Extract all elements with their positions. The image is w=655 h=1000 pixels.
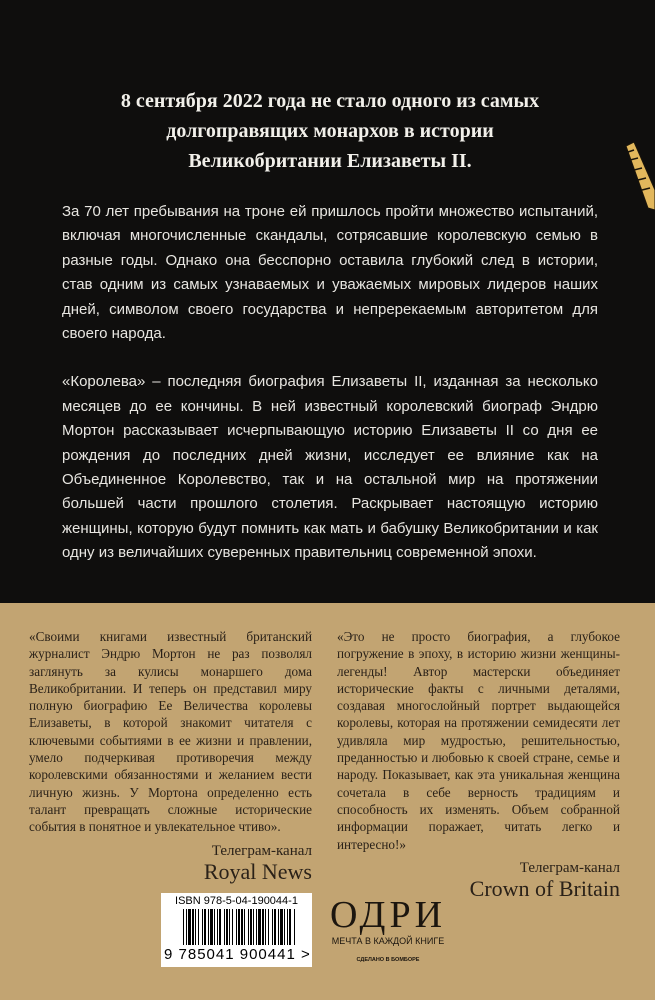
headline-line: долгоправящих монархов в истории bbox=[166, 120, 494, 142]
barcode-bar bbox=[204, 909, 206, 945]
barcode-bar bbox=[248, 909, 249, 945]
source-name: Royal News bbox=[203, 858, 312, 884]
barcode-bar bbox=[253, 909, 254, 945]
headline bbox=[60, 86, 600, 176]
barcode-bar bbox=[219, 909, 221, 945]
barcode-bar bbox=[195, 909, 196, 945]
barcode-bar bbox=[226, 909, 228, 945]
barcode-bar bbox=[208, 909, 209, 945]
barcode-bars bbox=[183, 909, 295, 945]
barcode-bar bbox=[278, 909, 279, 945]
headline-line: 8 сентября 2022 года не стало одного из самых bbox=[120, 90, 540, 112]
review bbox=[337, 628, 620, 901]
barcode-bar bbox=[268, 909, 269, 945]
barcode-bar bbox=[224, 909, 225, 945]
barcode-bar bbox=[274, 909, 276, 945]
barcode-bar bbox=[236, 909, 237, 945]
barcode-bar bbox=[183, 909, 184, 945]
barcode-bar bbox=[214, 909, 215, 945]
barcode-bar bbox=[192, 909, 194, 945]
barcode-bar bbox=[272, 909, 273, 945]
source-name: Crown of Britain bbox=[469, 875, 620, 901]
description-paragraph: За 70 лет пребывания на троне ей пришлось пройти множество испытаний, включая многочисленные скандалы, сотрясавшие королевскую семью в разные годы. Однако она бесспорно оставила глубокий след в истории, став одним из самых узнаваемых и уважаемых мировых лидеров наших дней, символом своего государства и непререкаемым авторитетом для своего народа. bbox=[62, 203, 598, 343]
barcode-number: 9 785041 900441 > bbox=[164, 946, 311, 963]
barcode-bar bbox=[198, 909, 199, 945]
barcode-bar bbox=[280, 909, 283, 945]
barcode-bar bbox=[250, 909, 252, 945]
barcode-bar bbox=[217, 909, 218, 945]
review bbox=[29, 628, 312, 884]
barcode-bar bbox=[284, 909, 285, 945]
barcode-bar bbox=[289, 909, 291, 945]
barcode-bar bbox=[202, 909, 203, 945]
barcode-bar bbox=[294, 909, 295, 945]
publisher-tagline: МЕЧТА В КАЖДОЙ КНИГЕ bbox=[331, 936, 445, 946]
barcode-bar bbox=[210, 909, 213, 945]
publisher-logo bbox=[328, 895, 448, 964]
review-quote: «Своими книгами известный британский журналист Эндрю Мортон не раз позволял заглянуть за кулисы монаршего дома Великобритании. И теперь он представил миру полную биографию Ее Величества королевы Елизаветы, в которой знакомит читателя с ключевыми событиями в ее жизни и правлении, умело подчеркивая противоречия между королевскими обязанностями и желанием вести личную жизнь. У Мортона определенно есть талант превращать сложные исторические события в понятное и увлекательное чтиво». bbox=[29, 629, 312, 835]
headline-line: Великобритании Елизаветы II. bbox=[188, 150, 472, 172]
source-label: Телеграм-канал bbox=[519, 859, 620, 876]
barcode-bar bbox=[244, 909, 245, 945]
barcode-bar bbox=[232, 909, 233, 945]
publisher-made-by: СДЕЛАНО В БОМБОРЕ bbox=[356, 957, 420, 963]
barcode-bar bbox=[265, 909, 266, 945]
barcode-bar bbox=[238, 909, 240, 945]
isbn-text: ISBN 978-5-04-190044-1 bbox=[175, 895, 298, 907]
barcode-bar bbox=[258, 909, 261, 945]
barcode-bar bbox=[287, 909, 288, 945]
description-paragraph: «Королева» – последняя биография Елизаветы II, изданная за несколько месяцев до ее кончины. В ней известный королевский биограф Эндрю Мортон рассказывает исчерпывающую историю Елизаветы II со дня ее рождения до последних дней жизни, исследует ее влияние как на Объединенное Королевство, так и на остальной мир на протяжении большей части прошлого столетия. Раскрывает настоящую историю женщины, которую будут помнить как мать и бабушку Великобритании и как одну из величайших суверенных правительниц современной эпохи. bbox=[62, 373, 598, 562]
source-label: Телеграм-канал bbox=[211, 842, 312, 859]
barcode-bar bbox=[262, 909, 264, 945]
barcode-bar bbox=[256, 909, 257, 945]
brooch-icon bbox=[620, 140, 655, 210]
review-source bbox=[29, 842, 312, 884]
description bbox=[62, 200, 598, 566]
review-quote: «Это не просто биография, а глубокое погружение в эпоху, в историю жизни женщины-легенды! Автор мастерски объединяет исторические факты с личными деталями, создавая многослойный портрет выдающейся королевы, которая на протяжении семидесяти лет удивляла мир мудростью, решительностью, преданностью и любовью к своей стране, семье и народу. Показывает, как эта уникальная женщина сочетала в себе верность традициям и способность их изменять. Объем собранной информации поражает, читать легко и интересно!» bbox=[337, 629, 620, 852]
barcode-bar bbox=[188, 909, 191, 945]
barcode-bar bbox=[186, 909, 187, 945]
barcode-bar bbox=[241, 909, 243, 945]
publisher-name: ОДРИ bbox=[329, 894, 447, 936]
barcode-bar bbox=[229, 909, 230, 945]
barcode bbox=[161, 893, 312, 967]
